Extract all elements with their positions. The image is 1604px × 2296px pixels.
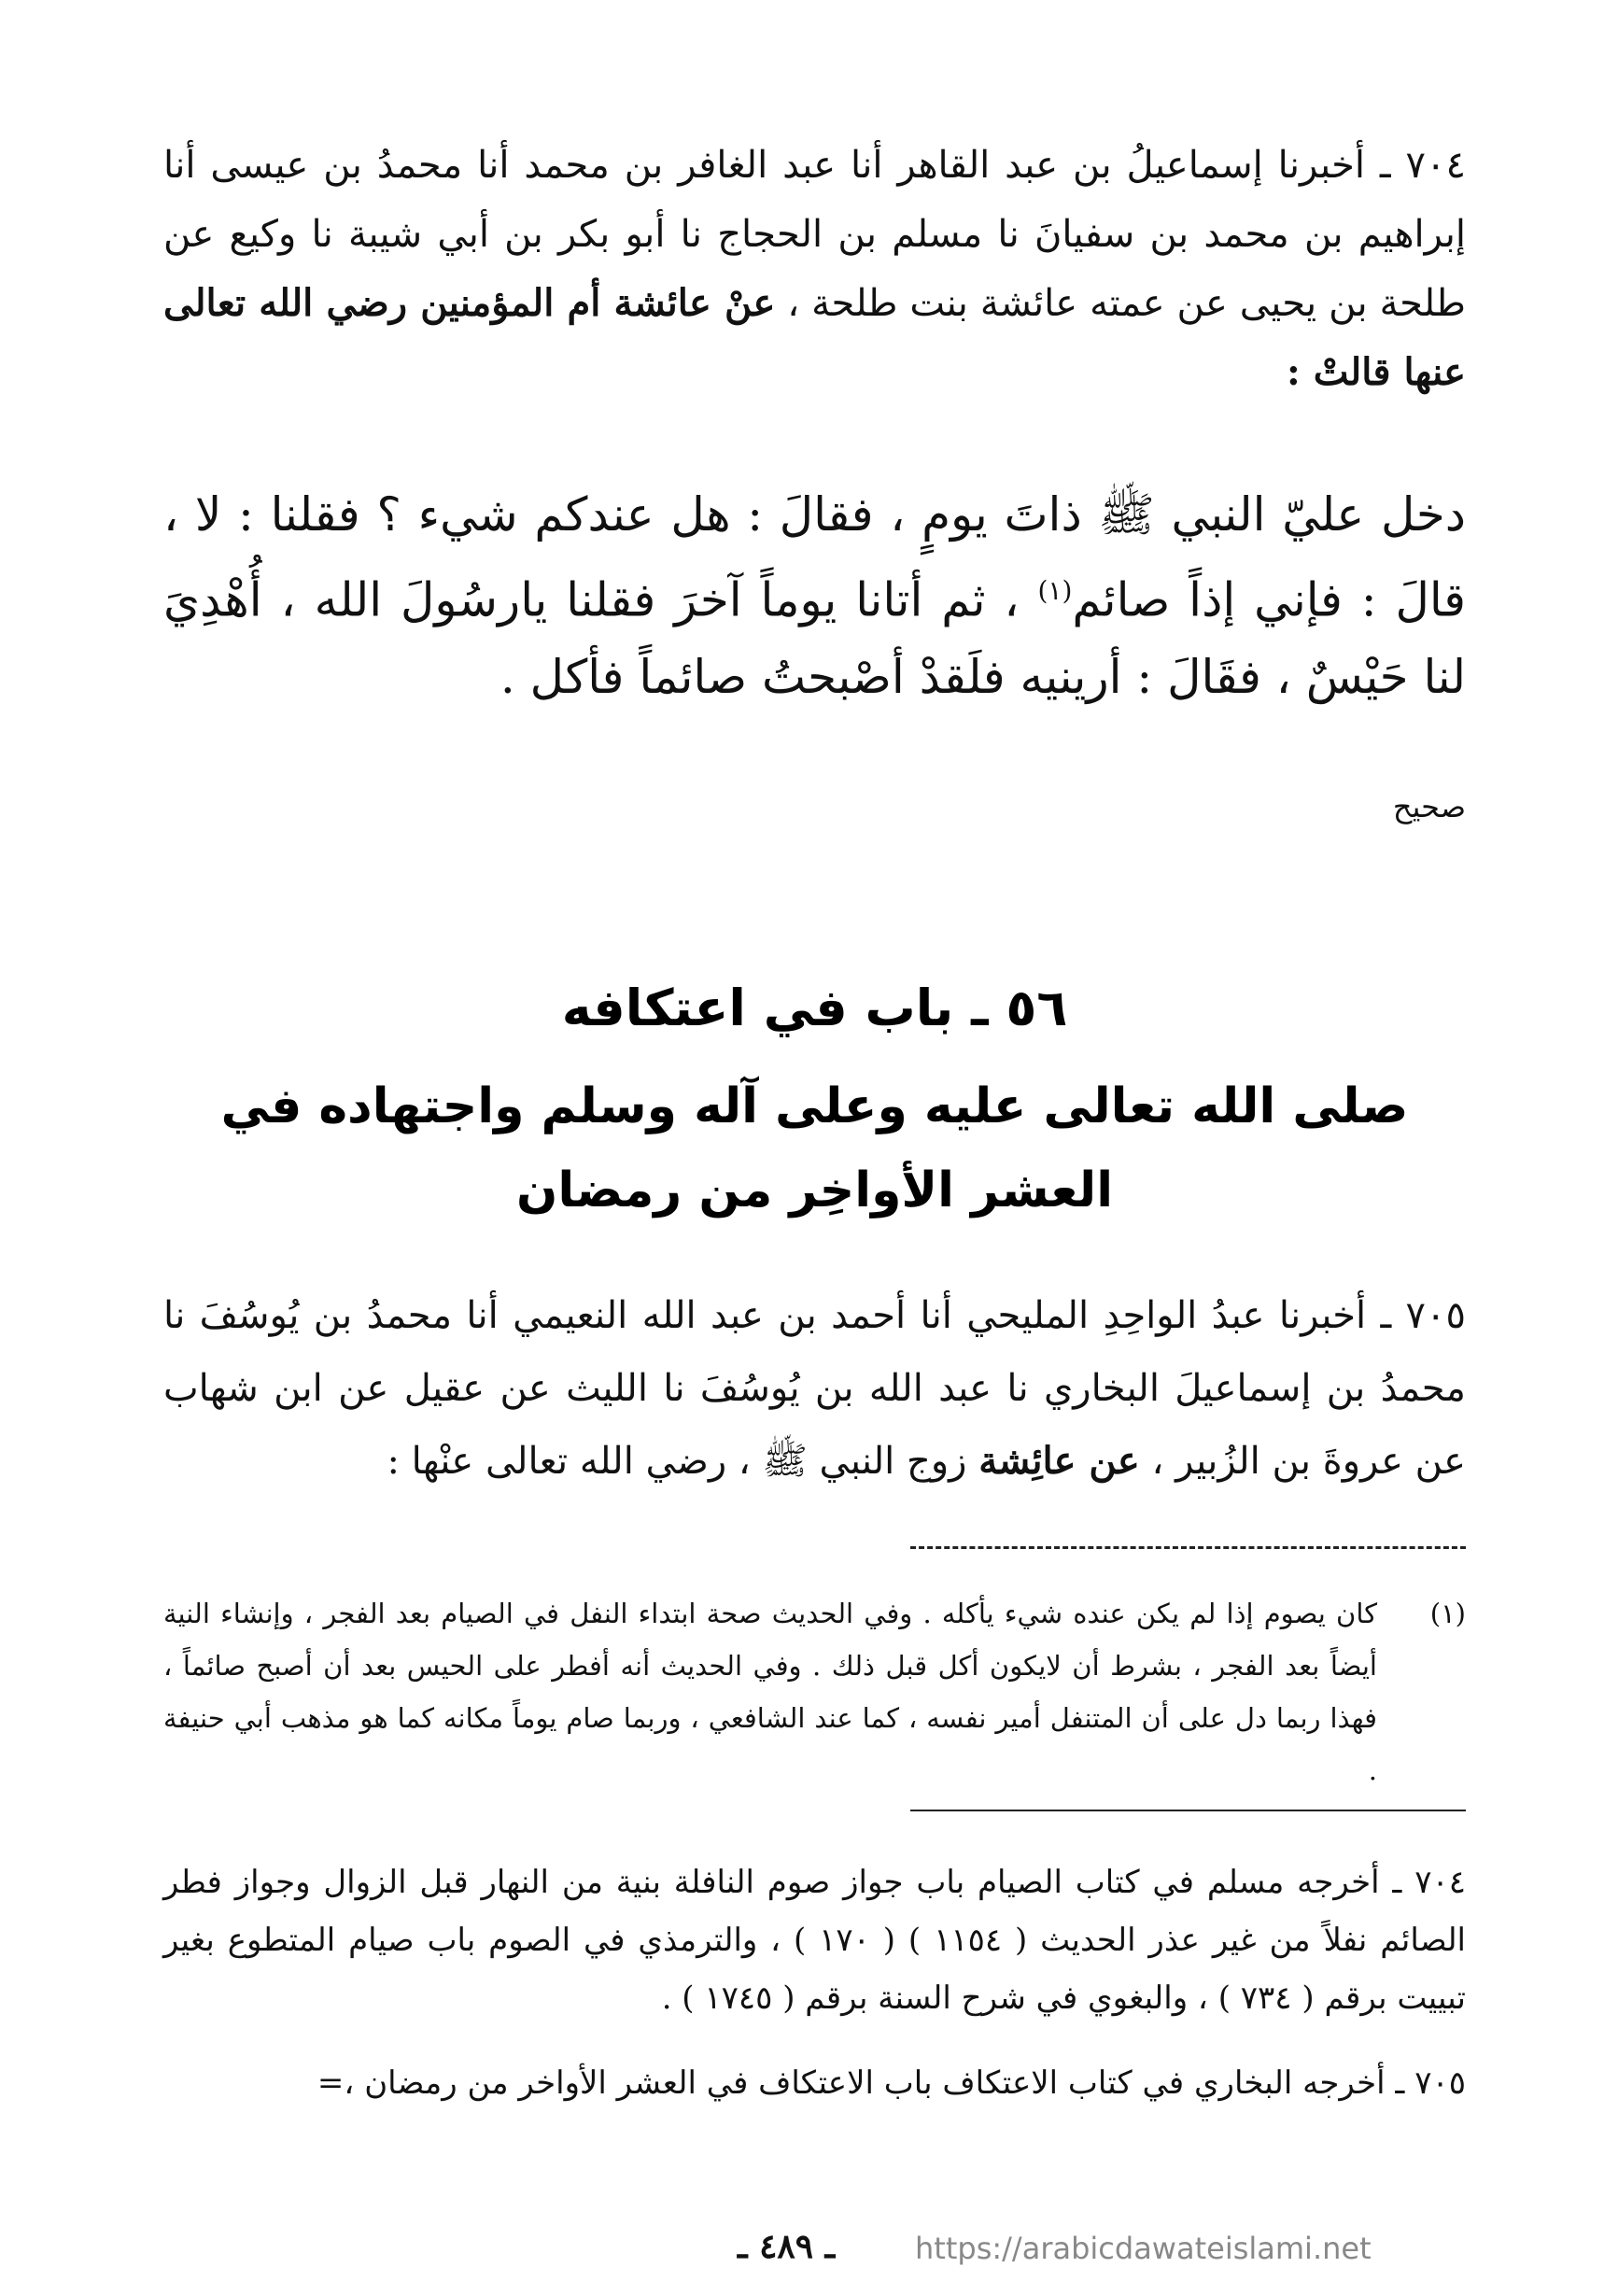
hadith-704-text <box>163 476 1466 715</box>
hadith-705-isnad <box>163 1279 1466 1498</box>
hadith-705-isnad-intro: ٧٠٥ ـ أخبرنا عبدُ الواحِدِ المليحي أنا أحمد بن عبد الله النعيمي أنا محمدُ بن يُوسُفَ نا محمدُ بن إسماعيلَ البخاري نا عبد الله بن يُوسُفَ نا الليث عن عقيل عن ابن شهاب عن عروةَ بن الزُبير ، <box>163 1294 1466 1483</box>
chapter-subtitle: صلى الله تعالى عليه وعلى آله وسلم واجتهاده في العشر الأواخِر من رمضان <box>220 1078 1409 1218</box>
footnote-separator <box>910 1546 1466 1549</box>
hadith-grade: صحيح <box>1392 789 1466 824</box>
footnote <box>163 1587 1466 1796</box>
watermark-url: https://arabicdawateislami.net <box>915 2231 1372 2266</box>
page-number: ـ ٤٨٩ ـ <box>738 2227 836 2266</box>
hadith-705-isnad-bold: عن عائِشة <box>978 1439 1140 1483</box>
takhrij-704: ٧٠٤ ـ أخرجه مسلم في كتاب الصيام باب جواز صوم النافلة بنية من النهار قبل الزوال وجواز فطر الصائم نفلاً من غير عذر الحديث ( ١١٥٤ ) ( ١٧٠ ) ، والترمذي في الصوم باب صيام المتطوع بغير تبييت برقم ( ٧٣٤ ) ، والبغوي في شرح السنة برقم ( ١٧٤٥ ) . <box>163 1864 1466 2017</box>
hadith-704-matn: دخل عليّ النبي ﷺ ذاتَ يومٍ ، فقالَ : هل عندكم شيء ؟ فقلنا : لا ، قالَ : فإني إذاً صائم <box>163 487 1466 627</box>
takhrij-separator <box>910 1810 1466 1811</box>
footnote-marker: (١) <box>1037 575 1073 606</box>
takhrij-705: ٧٠٥ ـ أخرجه البخاري في كتاب الاعتكاف باب الاعتكاف في العشر الأواخر من رمضان ،= <box>317 2064 1466 2102</box>
hadith-705-isnad-end: زوج النبي ﷺ ، رضي الله تعالى عنْها : <box>387 1440 979 1483</box>
footnote-number: (١) <box>1429 1598 1466 1629</box>
hadith-704-isnad-bold: عنْ عائشة أم المؤمنين رضي الله تعالى عنها قالتْ : <box>163 281 1466 394</box>
chapter-title: ٥٦ ـ باب في اعتكافه <box>561 979 1068 1037</box>
hadith-704-matn-cont: ، ثم أتانا يوماً آخرَ فقلنا يارسُولَ الله ، أُهْدِيَ لنا حَيْسٌ ، فقَالَ : أرينيه فلَقدْ أصْبحتُ صائماً فأكل . <box>163 572 1466 704</box>
hadith-704-isnad <box>163 131 1466 407</box>
page-footer <box>0 2227 1604 2283</box>
footnote-text: كان يصوم إذا لم يكن عنده شيء يأكله . وفي الحديث صحة ابتداء النفل في الصيام بعد الفجر ، وإنشاء النية أيضاً بعد الفجر ، بشرط أن لايكون أكل قبل ذلك . وفي الحديث أنه أفطر على الحيس بعد أن أصبح صائماً ، فهذا ربما دل على أن المتنفل أمير نفسه ، كما عند الشافعي ، وربما صام يوماً مكانه كما هو مذهب أبي حنيفة . <box>163 1598 1377 1786</box>
hadith-704-isnad-intro: ٧٠٤ ـ أخبرنا إسماعيلُ بن عبد القاهر أنا عبد الغافر بن محمد أنا محمدُ بن عيسى أنا إبراهيم بن محمد بن سفيانَ نا مسلم بن الحجاج نا أبو بكر بن أبي شيبة نا وكيع عن طلحة بن يحيى عن عمته عائشة بنت طلحة ، <box>163 144 1466 325</box>
